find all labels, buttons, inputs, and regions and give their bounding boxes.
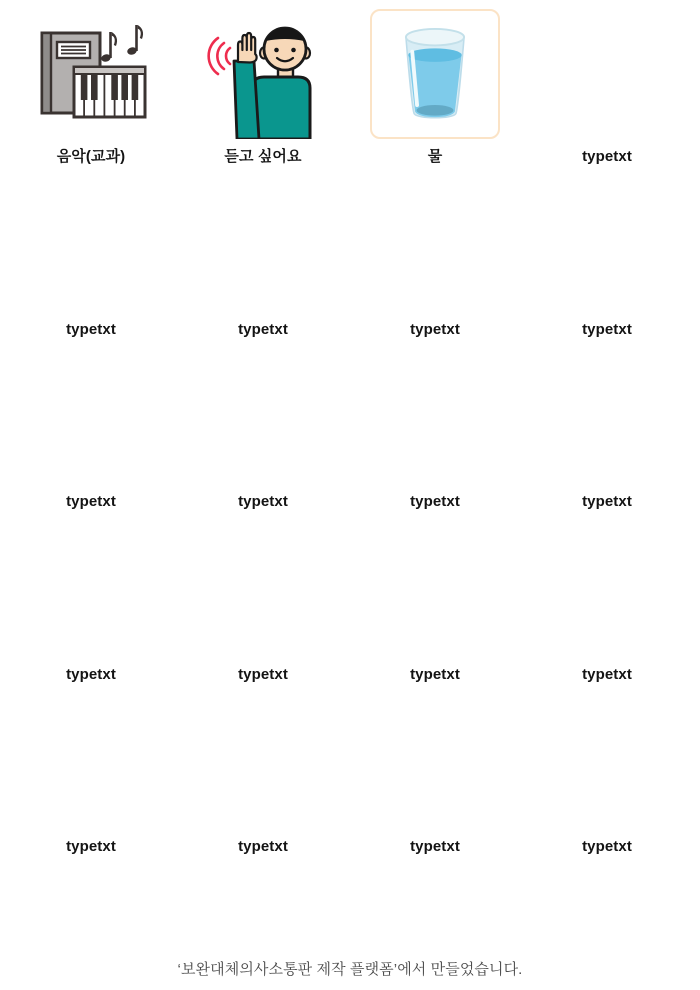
aac-board-grid: [5, 0, 693, 863]
empty-symbol-slot: [542, 527, 672, 657]
empty-symbol-slot: [542, 354, 672, 484]
empty-symbol-slot: [542, 9, 672, 139]
board-cell[interactable]: [5, 518, 177, 691]
empty-symbol-slot: [26, 182, 156, 312]
empty-symbol-slot: [542, 699, 672, 829]
board-cell[interactable]: [521, 345, 693, 518]
board-cell[interactable]: [177, 690, 349, 863]
empty-symbol-slot: [198, 699, 328, 829]
board-cell[interactable]: [5, 0, 177, 173]
board-cell[interactable]: [5, 690, 177, 863]
board-cell[interactable]: [521, 173, 693, 346]
board-cell[interactable]: [349, 0, 521, 173]
empty-symbol-slot: [198, 527, 328, 657]
empty-symbol-slot: [26, 354, 156, 484]
cell-label: typetxt: [582, 493, 632, 510]
music-textbook-icon: [26, 9, 156, 139]
water-glass-icon: [370, 9, 500, 139]
board-cell[interactable]: [349, 173, 521, 346]
cell-label: typetxt: [410, 493, 460, 510]
cell-label: 듣고 싶어요: [224, 148, 302, 165]
board-cell[interactable]: [521, 518, 693, 691]
cell-label: typetxt: [66, 320, 116, 338]
cell-label: typetxt: [238, 493, 288, 510]
empty-symbol-slot: [542, 182, 672, 312]
empty-symbol-slot: [370, 699, 500, 829]
board-cell[interactable]: [521, 0, 693, 173]
cell-label: typetxt: [410, 320, 460, 338]
board-cell[interactable]: [349, 690, 521, 863]
board-cell[interactable]: [177, 518, 349, 691]
empty-symbol-slot: [26, 527, 156, 657]
cell-label: typetxt: [582, 665, 632, 683]
cell-label: typetxt: [66, 838, 116, 855]
cell-label: typetxt: [238, 838, 288, 855]
empty-symbol-slot: [370, 354, 500, 484]
empty-symbol-slot: [198, 182, 328, 312]
cell-label: typetxt: [238, 320, 288, 338]
cell-label: typetxt: [238, 665, 288, 683]
board-cell[interactable]: [521, 690, 693, 863]
board-cell[interactable]: [349, 518, 521, 691]
cell-label: typetxt: [410, 838, 460, 855]
board-cell[interactable]: [5, 345, 177, 518]
cell-label: typetxt: [66, 493, 116, 510]
cell-label: typetxt: [582, 148, 632, 165]
listening-gesture-icon: [198, 9, 328, 139]
footer-credit: ‘보완대체의사소통판 제작 플랫폼’에서 만들었습니다.: [177, 961, 523, 978]
board-cell[interactable]: [349, 345, 521, 518]
board-cell[interactable]: [5, 173, 177, 346]
cell-label: 음악(교과): [56, 148, 126, 165]
empty-symbol-slot: [370, 182, 500, 312]
empty-symbol-slot: [370, 527, 500, 657]
cell-label: typetxt: [410, 665, 460, 683]
cell-label: typetxt: [582, 838, 632, 855]
board-cell[interactable]: [177, 0, 349, 173]
cell-label: typetxt: [66, 665, 116, 683]
cell-label: 물: [427, 148, 443, 165]
cell-label: typetxt: [582, 320, 632, 338]
empty-symbol-slot: [198, 354, 328, 484]
board-cell[interactable]: [177, 173, 349, 346]
board-cell[interactable]: [177, 345, 349, 518]
empty-symbol-slot: [26, 699, 156, 829]
